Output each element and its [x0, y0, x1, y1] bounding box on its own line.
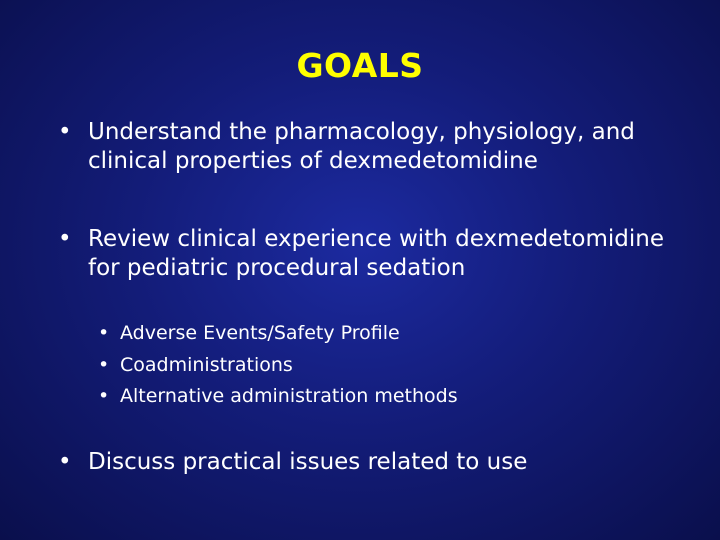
- sub-bullet-list: [98, 318, 658, 413]
- bullet-marker: •: [58, 226, 72, 252]
- bullet-item-2: [58, 225, 678, 283]
- bullet-item-3: [58, 448, 678, 477]
- sub-bullet-text: Coadministrations: [120, 353, 293, 376]
- sub-bullet-text: Adverse Events/Safety Profile: [120, 322, 400, 344]
- bullet-marker: •: [58, 449, 72, 475]
- sub-bullet-marker: •: [98, 322, 110, 344]
- bullet-text: Understand the pharmacology, physiology, and clinical properties of dexmedetomidine: [88, 119, 635, 174]
- bullet-text: Review clinical experience with dexmedetomidine for pediatric procedural sedation: [88, 226, 664, 281]
- sub-bullet-marker: •: [98, 353, 110, 376]
- bullet-marker: •: [58, 119, 72, 145]
- sub-bullet-item-3: [98, 381, 658, 413]
- sub-bullet-text: Alternative administration methods: [120, 385, 458, 407]
- sub-bullet-item-2: [98, 350, 658, 382]
- sub-bullet-marker: •: [98, 385, 110, 407]
- bullet-text: Discuss practical issues related to use: [88, 449, 528, 475]
- slide-title: GOALS: [296, 46, 424, 85]
- bullet-item-1: [58, 118, 678, 176]
- sub-bullet-item-1: [98, 318, 658, 350]
